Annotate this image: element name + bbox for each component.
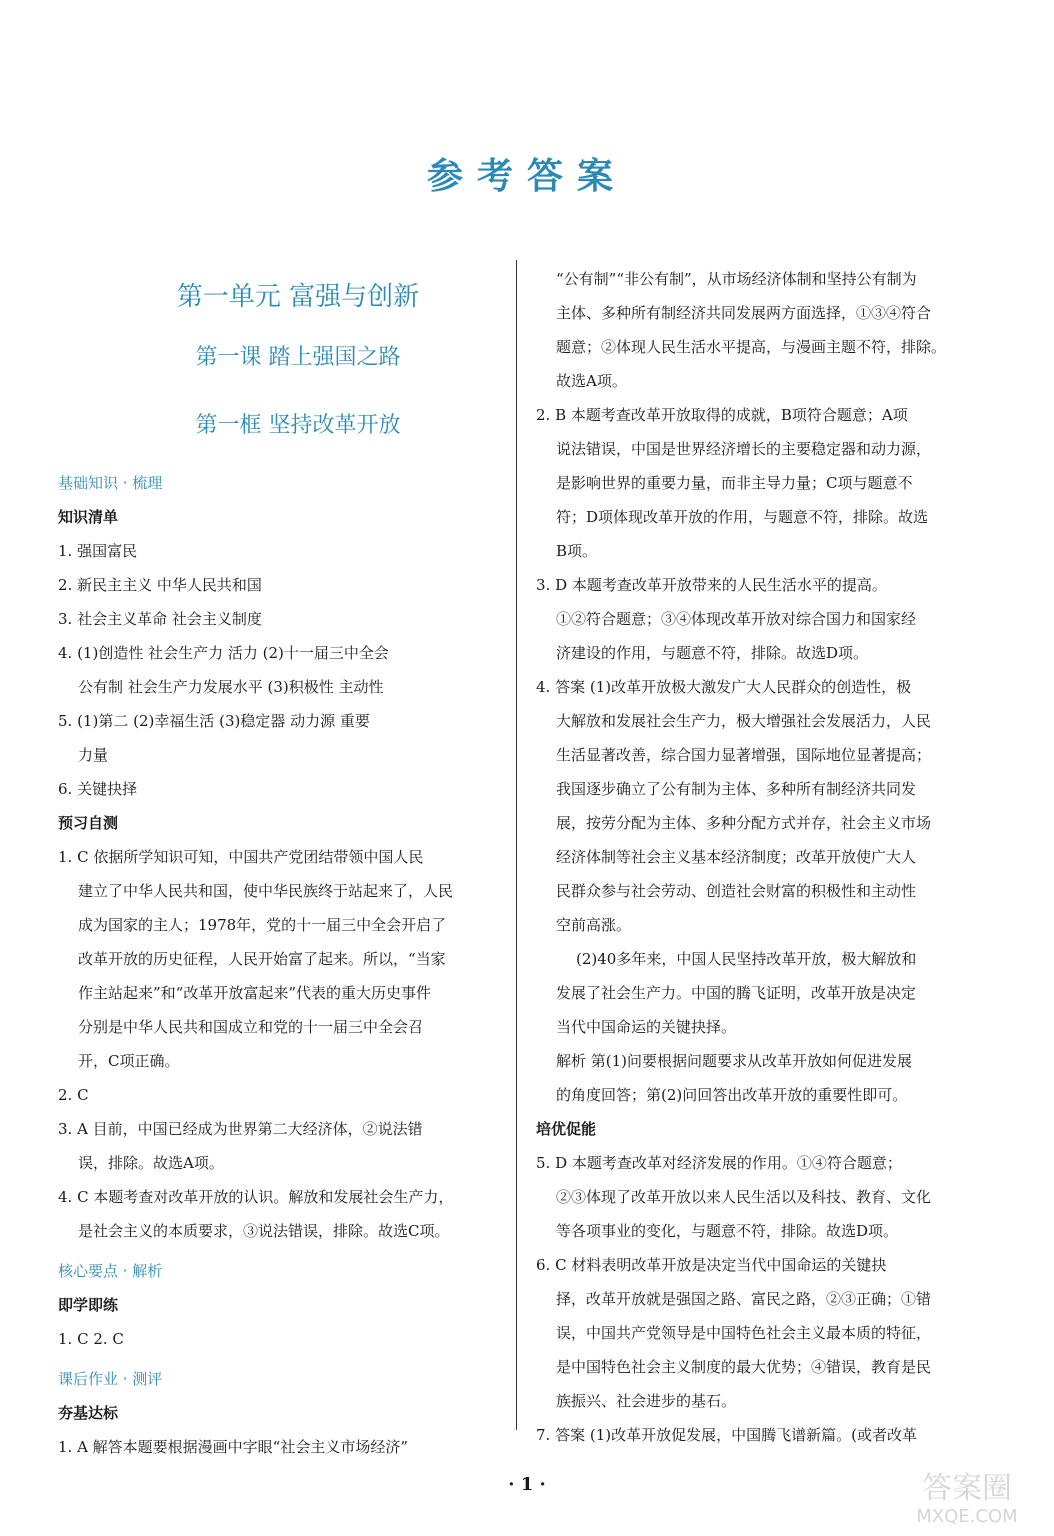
analysis-line: 解析 第(1)问要根据问题要求从改革开放如何促进发展: [556, 1052, 913, 1070]
answer-line: 作主站起来”和“改革开放富起来”代表的重大历史事件: [78, 984, 432, 1002]
answer-line: 是影响世界的重要力量，而非主导力量；C项与题意不: [556, 474, 913, 492]
answer-line: 4. C 本题考查对改革开放的认识。解放和发展社会生产力，: [58, 1188, 454, 1206]
answer-line: 是社会主义的本质要求，③说法错误，排除。故选C项。: [78, 1222, 450, 1240]
answer-line: 当代中国命运的关键抉择。: [556, 1018, 737, 1036]
subsection-heading: 预习自测: [58, 814, 119, 832]
answer-line: 2. 新民主主义 中华人民共和国: [58, 576, 262, 594]
answer-line: 分别是中华人民共和国成立和党的十一届三中全会召: [78, 1018, 424, 1036]
lesson-title: 第一课 踏上强国之路: [195, 345, 401, 370]
answer-line: 开，C项正确。: [78, 1052, 180, 1070]
answer-line: 展，按劳分配为主体、多种分配方式并存，社会主义市场: [556, 814, 932, 832]
answer-line: 等各项事业的变化，与题意不符，排除。故选D项。: [556, 1222, 899, 1240]
watermark-text-bottom: MXQE.COM: [916, 1506, 1018, 1527]
watermark-logo: [892, 1466, 1042, 1528]
answer-line: 民群众参与社会劳动、创造社会财富的积极性和主动性: [556, 882, 917, 900]
answer-line: 误，中国共产党领导是中国特色社会主义最本质的特征，: [556, 1324, 932, 1342]
answer-line: 空前高涨。: [556, 916, 632, 934]
answer-line: 4. 答案 (1)改革开放极大激发广大人民群众的创造性，极: [536, 678, 912, 696]
frame-title: 第一框 坚持改革开放: [195, 413, 401, 438]
answer-line: 6. C 材料表明改革开放是决定当代中国命运的关键抉: [536, 1256, 887, 1274]
answer-line: ②③体现了改革开放以来人民生活以及科技、教育、文化: [556, 1188, 932, 1206]
answer-line: 符；D项体现改革开放的作用，与题意不符，排除。故选: [556, 508, 929, 526]
answer-line: 5. D 本题考查改革对经济发展的作用。①④符合题意；: [536, 1154, 902, 1172]
answer-line: 1. 强国富民: [58, 542, 138, 560]
answer-line: ①②符合题意；③④体现改革开放对综合国力和国家经: [556, 610, 917, 628]
page-title: 参考答案: [426, 156, 627, 197]
answer-line: 3. D 本题考查改革开放带来的人民生活水平的提高。: [536, 576, 887, 594]
answer-line: 生活显著改善，综合国力显著增强，国际地位显著提高；: [556, 746, 932, 764]
answer-line: 3. A 目前，中国已经成为世界第二大经济体，②说法错: [58, 1120, 423, 1138]
answer-line: 族振兴、社会进步的基石。: [556, 1392, 737, 1410]
answer-line: 3. 社会主义革命 社会主义制度: [58, 610, 262, 628]
answer-line: 2. B 本题考查改革开放取得的成就，B项符合题意；A项: [536, 406, 908, 424]
answer-line: 我国逐步确立了公有制为主体、多种所有制经济共同发: [556, 780, 917, 798]
answer-line: 误，排除。故选A项。: [78, 1154, 224, 1172]
answer-line: 发展了社会生产力。中国的腾飞证明，改革开放是决定: [556, 984, 917, 1002]
answer-line: 7. 答案 (1)改革开放促发展，中国腾飞谱新篇。(或者改革: [536, 1426, 917, 1444]
answer-line: 主体、多种所有制经济共同发展两方面选择，①③④符合: [556, 304, 932, 322]
answer-line: 力量: [78, 746, 109, 764]
analysis-line: 的角度回答；第(2)问回答出改革开放的重要性即可。: [556, 1086, 908, 1104]
answer-line: 大解放和发展社会生产力，极大增强社会发展活力，人民: [556, 712, 932, 730]
answer-line: 经济体制等社会主义基本经济制度；改革开放使广大人: [556, 848, 917, 866]
answer-line: 1. C 依据所学知识可知，中国共产党团结带领中国人民: [58, 848, 424, 866]
right-column: [536, 262, 980, 1452]
subsection-heading: 即学即练: [58, 1296, 119, 1314]
section-heading: 课后作业 · 测评: [58, 1370, 163, 1388]
left-column: [58, 270, 498, 1464]
answer-line: 择，改革开放就是强国之路、富民之路，②③正确；①错: [556, 1290, 932, 1308]
page-number: · 1 ·: [508, 1474, 546, 1495]
answer-line: (2)40多年来，中国人民坚持改革开放，极大解放和: [576, 950, 917, 968]
subsection-heading: 知识清单: [58, 508, 119, 526]
answer-line: 公有制 社会生产力发展水平 (3)积极性 主动性: [78, 678, 384, 696]
answer-line: 改革开放的历史征程，人民开始富了起来。所以，“当家: [78, 950, 446, 968]
answer-line: 1. A 解答本题要根据漫画中字眼“社会主义市场经济”: [58, 1438, 409, 1456]
answer-line: 是中国特色社会主义制度的最大优势；④错误，教育是民: [556, 1358, 932, 1376]
answer-line: 5. (1)第二 (2)幸福生活 (3)稳定器 动力源 重要: [58, 712, 370, 730]
answer-line: 4. (1)创造性 社会生产力 活力 (2)十一届三中全会: [58, 644, 389, 662]
answer-line: 2. C: [58, 1086, 89, 1104]
answer-line: 成为国家的主人；1978年，党的十一届三中全会开启了: [78, 916, 447, 934]
answer-line: 题意；②体现人民生活水平提高，与漫画主题不符，排除。: [556, 338, 947, 356]
unit-title: 第一单元 富强与创新: [176, 282, 420, 312]
answer-line: 济建设的作用，与题意不符，排除。故选D项。: [556, 644, 869, 662]
answer-line: 1. C 2. C: [58, 1330, 124, 1348]
watermark-text-top: 答案圈: [922, 1471, 1012, 1506]
section-heading: 核心要点 · 解析: [58, 1262, 163, 1280]
subsection-heading: 夯基达标: [58, 1404, 119, 1422]
answer-line: 6. 关键抉择: [58, 780, 138, 798]
answer-line: 建立了中华人民共和国，使中华民族终于站起来了，人民: [78, 882, 454, 900]
answer-line: 说法错误，中国是世界经济增长的主要稳定器和动力源，: [556, 440, 932, 458]
answer-line: “公有制”“非公有制”，从市场经济体制和坚持公有制为: [556, 270, 917, 288]
section-heading: 基础知识 · 梳理: [58, 474, 163, 492]
answer-line: B项。: [556, 542, 598, 560]
column-divider: [516, 260, 517, 1430]
answer-line: 故选A项。: [556, 372, 627, 390]
subsection-heading: 培优促能: [536, 1120, 597, 1138]
